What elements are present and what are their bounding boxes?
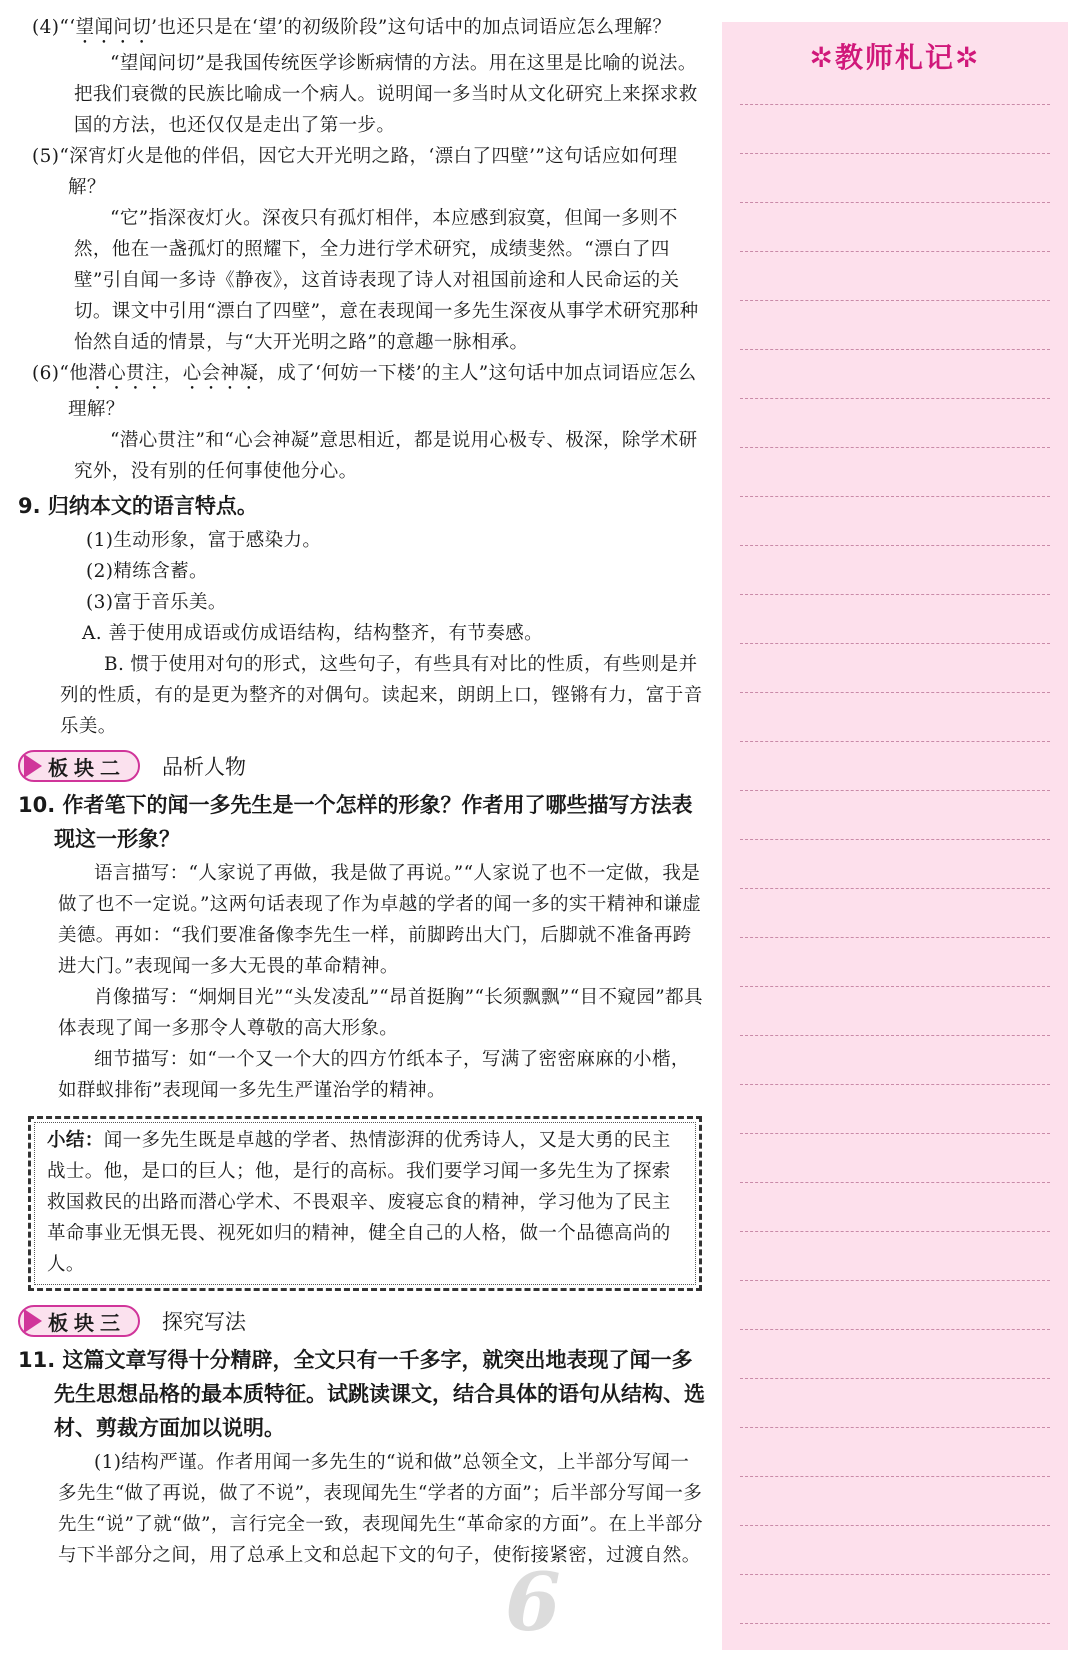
question-5: (5)“深宵灯火是他的伴侣，因它大开光明之路，‘漂白了四壁’”这句话应如何理解？ <box>32 146 678 198</box>
ruled-line <box>740 398 1050 399</box>
ruled-line <box>740 1280 1050 1281</box>
ruled-line <box>740 1623 1050 1624</box>
ruled-line <box>740 1231 1050 1232</box>
teacher-notes-panel <box>722 22 1068 1650</box>
ruled-line <box>740 1378 1050 1379</box>
ruled-line <box>740 986 1050 987</box>
ruled-line <box>740 1084 1050 1085</box>
ruled-line <box>740 790 1050 791</box>
ruled-line <box>740 300 1050 301</box>
dotted-term: 潜心贯注 <box>88 363 164 384</box>
question-11: 11. 这篇文章写得十分精辟，全文只有一千多字，就突出地表现了闻一多先生思想品格的最本质特征。试跳读课文，结合具体的语句从结构、选材、剪裁方面加以说明。 <box>18 1348 705 1440</box>
ruled-line <box>740 937 1050 938</box>
page-number: 6 <box>505 1555 561 1649</box>
ruled-line <box>740 594 1050 595</box>
answer-9-b: B. 惯于使用对句的形式，这些句子，有些具有对比的性质，有些则是并列的性质，有的是更为整齐的对偶句。读起来，朗朗上口，铿锵有力，富于音乐美。 <box>60 654 703 737</box>
ruled-line <box>740 741 1050 742</box>
question-10: 10. 作者笔下的闻一多先生是一个怎样的形象？作者用了哪些描写方法表现这一形象？ <box>18 793 693 851</box>
answer-5: “它”指深夜灯火。深夜只有孤灯相伴，本应感到寂寞，但闻一多则不然，他在一盏孤灯的照耀下，全力进行学术研究，成绩斐然。“漂白了四壁”引自闻一多诗《静夜》，这首诗表现了诗人对祖国前途和人民命运的关切。课文中引用“漂白了四壁”，意在表现闻一多先生深夜从事学术研究那种怡然自适的情景，与“大开光明之路”的意趣一脉相承。 <box>74 208 699 353</box>
ruled-line <box>740 643 1050 644</box>
section-header-2 <box>18 746 708 786</box>
section-badge: 板块三 <box>18 1305 140 1337</box>
section-header-3 <box>18 1301 708 1341</box>
play-triangle-icon <box>24 1309 42 1333</box>
ruled-line <box>740 1525 1050 1526</box>
notes-title: ✲教师札记✲ <box>809 41 981 74</box>
ruled-line <box>740 1329 1050 1330</box>
section-badge: 板块二 <box>18 750 140 782</box>
summary-box <box>28 1116 702 1291</box>
summary-text: 闻一多先生既是卓越的学者、热情澎湃的优秀诗人，又是大勇的民主战士。他，是口的巨人；他，是行的高标。我们要学习闻一多先生为了探索救国救民的出路而潜心学术、不畏艰辛、废寝忘食的精神，学习他为了民主革命事业无惧无畏、视死如归的精神，健全自己的人格，做一个品德高尚的人。 <box>47 1130 671 1275</box>
ruled-line <box>740 104 1050 105</box>
answer-10-detail: 细节描写：如“一个又一个大的四方竹纸本子，写满了密密麻麻的小楷，如群蚁排衔”表现闻一多先生严谨治学的精神。 <box>58 1049 690 1101</box>
question-6: (6)“他潜心贯注，心会神凝，成了‘何妨一下楼’的主人”这句话中加点词语应怎么理解？ <box>32 363 697 420</box>
ruled-line <box>740 202 1050 203</box>
ruled-line <box>740 153 1050 154</box>
answer-9-a: A. 善于使用成语或仿成语结构，结构整齐，有节奏感。 <box>82 623 544 644</box>
ruled-line <box>740 692 1050 693</box>
ruled-line <box>740 447 1050 448</box>
ruled-line <box>740 496 1050 497</box>
answer-10-portrait: 肖像描写：“炯炯目光”“头发凌乱”“昂首挺胸”“长须飘飘”“目不窥园”都具体表现了闻一多那令人尊敬的高大形象。 <box>58 987 703 1039</box>
answer-9-point: (1)生动形象，富于感染力。 <box>86 530 322 551</box>
main-content <box>18 12 708 1571</box>
section-title: 品析人物 <box>162 755 246 779</box>
answer-9-point: (3)富于音乐美。 <box>86 592 227 613</box>
play-triangle-icon <box>24 754 42 778</box>
ruled-line <box>740 545 1050 546</box>
ruled-line <box>740 251 1050 252</box>
answer-4: “望闻问切”是我国传统医学诊断病情的方法。用在这里是比喻的说法。把我们衰微的民族比喻成一个病人。说明闻一多当时从文化研究上来探求救国的方法，也还仅仅是走出了第一步。 <box>74 53 698 136</box>
ruled-line <box>740 1133 1050 1134</box>
dotted-term: 心会神凝 <box>182 363 259 384</box>
dotted-term: 望闻问切 <box>75 17 152 38</box>
summary-label: 小结： <box>47 1130 104 1151</box>
ruled-line <box>740 1035 1050 1036</box>
ruled-line <box>740 839 1050 840</box>
answer-6: “潜心贯注”和“心会神凝”意思相近，都是说用心极专、极深，除学术研究外，没有别的任何事使他分心。 <box>74 430 698 482</box>
answer-9-point: (2)精练含蓄。 <box>86 561 208 582</box>
answer-11-structure: (1)结构严谨。作者用闻一多先生的“说和做”总领全文，上半部分写闻一多先生“做了再说，做了不说”，表现闻先生“学者的方面”；后半部分写闻一多先生“说”了就“做”，言行完全一致，表现闻先生“革命家的方面”。在上半部分与下半部分之间，用了总承上文和总起下文的句子，使衔接紧密，过渡自然。 <box>58 1452 704 1566</box>
ruled-line <box>740 1574 1050 1575</box>
ruled-line <box>740 1182 1050 1183</box>
ruled-line <box>740 349 1050 350</box>
section-title: 探究写法 <box>162 1310 246 1334</box>
question-4: (4)“‘望闻问切’也还只是在‘望’的初级阶段”这句话中的加点词语应怎么理解？ <box>32 17 672 38</box>
ruled-line <box>740 888 1050 889</box>
answer-10-language: 语言描写：“人家说了再做，我是做了再说。”“人家说了也不一定做，我是做了也不一定说。”这两句话表现了作为卓越的学者的闻一多的实干精神和谦虚美德。再如：“我们要准备像李先生一样，前脚跨出大门，后脚就不准备再跨进大门。”表现闻一多大无畏的革命精神。 <box>58 863 702 977</box>
ruled-line <box>740 1427 1050 1428</box>
question-9: 9. 归纳本文的语言特点。 <box>18 494 258 518</box>
ruled-line <box>740 1476 1050 1477</box>
